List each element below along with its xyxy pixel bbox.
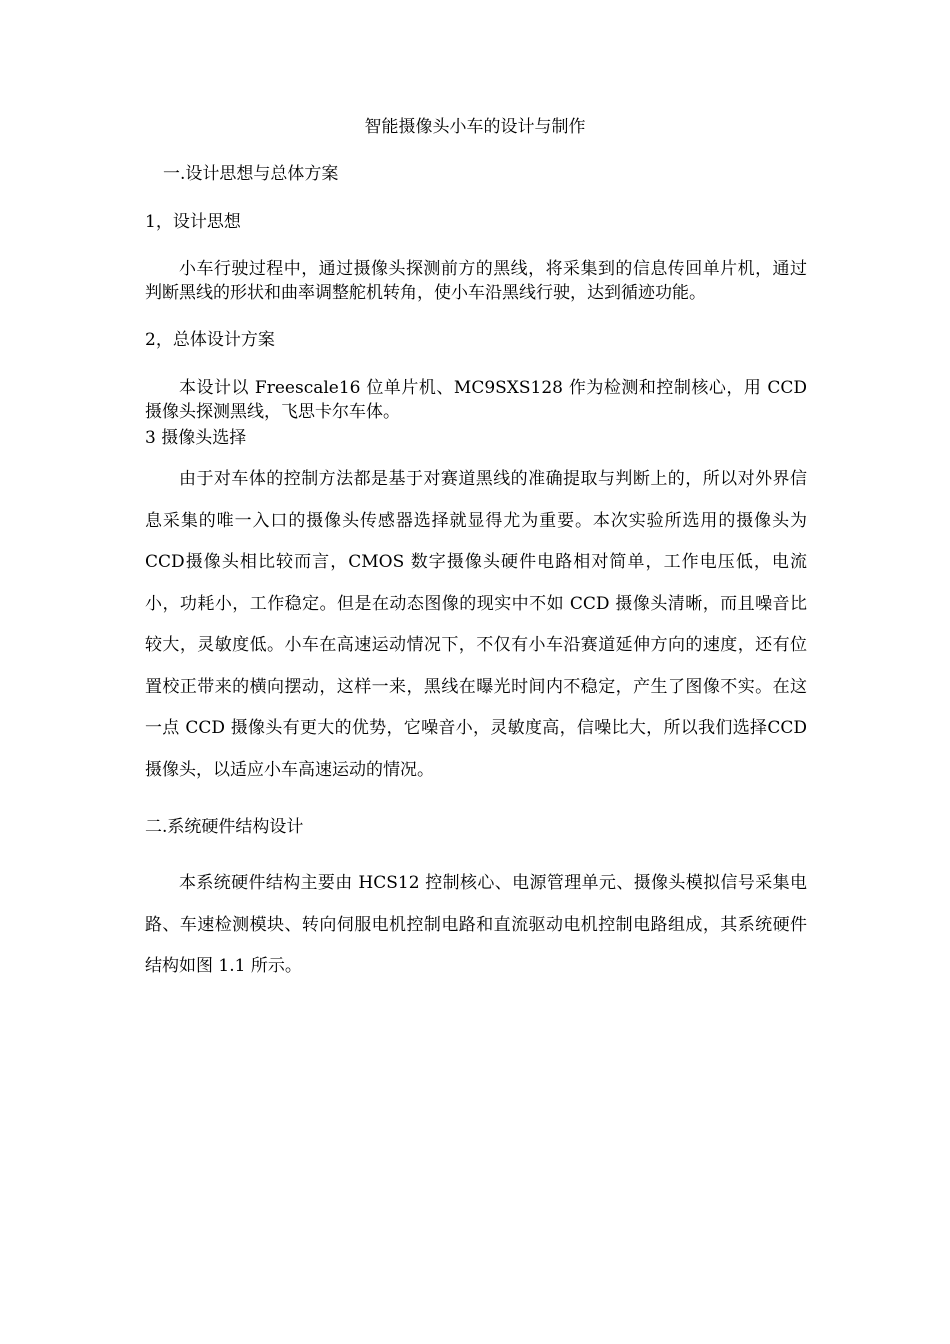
subsection-1-heading: 1，设计思想	[145, 212, 241, 232]
subsection-2-paragraph: 本设计以 Freescale16 位单片机、MC9SXS128 作为检测和控制核心，用 CCD 摄像头探测黑线，飞思卡尔车体。	[145, 378, 807, 422]
document-title: 智能摄像头小车的设计与制作	[364, 117, 586, 137]
subsection-3-heading: 3 摄像头选择	[145, 428, 247, 448]
section-1-heading: 一.设计思想与总体方案	[163, 164, 339, 184]
subsection-1-paragraph: 小车行驶过程中，通过摄像头探测前方的黑线，将采集到的信息传回单片机，通过判断黑线的形状和曲率调整舵机转角，使小车沿黑线行驶，达到循迹功能。	[145, 259, 807, 303]
subsection-2-heading: 2，总体设计方案	[145, 330, 275, 350]
section-2-paragraph: 本系统硬件结构主要由 HCS12 控制核心、电源管理单元、摄像头模拟信号采集电路、车速检测模块、转向伺服电机控制电路和直流驱动电机控制电路组成，其系统硬件结构如图 1.1 所示。	[145, 873, 807, 976]
subsection-3-paragraph: 由于对车体的控制方法都是基于对赛道黑线的准确提取与判断上的，所以对外界信息采集的唯一入口的摄像头传感器选择就显得尤为重要。本次实验所选用的摄像头为CCD摄像头相比较而言，CMOS 数字摄像头硬件电路相对简单，工作电压低，电流小，功耗小，工作稳定。但是在动态图像的现实中不如 CCD 摄像头清晰，而且噪音比较大，灵敏度低。小车在高速运动情况下，不仅有小车沿赛道延伸方向的速度，还有位置校正带来的横向摆动，这样一来，黑线在曝光时间内不稳定，产生了图像不实。在这一点 CCD 摄像头有更大的优势，它噪音小，灵敏度高，信噪比大，所以我们选择CCD摄像头，以适应小车高速运动的情况。	[145, 469, 807, 780]
section-2-heading: 二.系统硬件结构设计	[145, 817, 304, 837]
